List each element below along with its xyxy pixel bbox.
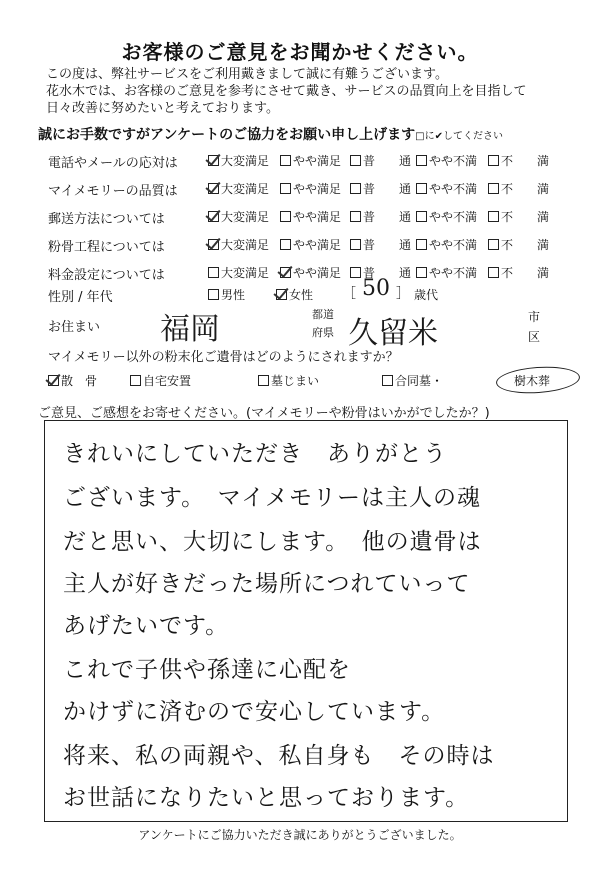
intro-line: 花水木では、お客様のご意見を参考にさせて戴き、サービスの品質向上を目指して: [46, 84, 527, 99]
footer-thanks: アンケートにご協力いただき誠にありがとうございました。: [138, 828, 462, 842]
gender-female-option[interactable]: 女性: [276, 286, 313, 303]
request-text: 誠にお手数ですがアンケートのご協力をお願い申し上げます: [38, 127, 416, 143]
option-dissatisfied[interactable]: 不 満: [488, 236, 549, 253]
comment-line: だと思い、大切にします。 他の遺骨は: [63, 529, 482, 555]
checkbox-checked-icon[interactable]: [208, 155, 219, 166]
city-value[interactable]: 久留米: [348, 316, 438, 351]
survey-request: [38, 124, 503, 144]
survey-title: お客様のご意見をお聞かせください。: [121, 40, 479, 64]
checkbox-icon[interactable]: [416, 183, 427, 194]
address-label: お住まい: [48, 320, 101, 335]
checkbox-icon[interactable]: [280, 211, 291, 222]
option-dissatisfied[interactable]: 不 満: [488, 180, 549, 197]
age-open-bracket: ［: [342, 286, 356, 302]
option-very-satisfied[interactable]: 大変満足: [208, 208, 269, 225]
question-label: 粉骨工程については: [48, 240, 165, 255]
intro-line: この度は、弊社サービスをご利用戴きまして誠に有難うございます。: [46, 67, 448, 82]
comment-line: あげたいです。: [63, 613, 230, 639]
checkbox-icon[interactable]: [350, 155, 361, 166]
checkbox-icon[interactable]: [208, 267, 219, 278]
checkbox-checked-icon[interactable]: [208, 211, 219, 222]
option-very-satisfied[interactable]: 大変満足: [208, 264, 269, 281]
intro-text: [46, 66, 526, 117]
checkbox-checked-icon[interactable]: [276, 289, 287, 300]
question-label: 郵送方法については: [48, 212, 165, 227]
checkbox-icon[interactable]: [280, 155, 291, 166]
checkbox-icon[interactable]: [416, 155, 427, 166]
checkbox-icon[interactable]: [416, 211, 427, 222]
checkbox-icon[interactable]: [350, 183, 361, 194]
comment-line: きれいにしていただき ありがとう: [63, 441, 447, 467]
option-dissatisfied[interactable]: 不 満: [488, 208, 549, 225]
option-somewhat-satisfied[interactable]: やや満足: [280, 180, 341, 197]
option-somewhat-satisfied[interactable]: やや満足: [280, 236, 341, 253]
option-somewhat-dissatisfied[interactable]: やや不満: [416, 208, 477, 225]
remains-choice-grave-closure[interactable]: 墓じまい: [258, 372, 319, 389]
intro-line: 日々改善に努めたいと考えております。: [46, 101, 279, 116]
checkbox-icon[interactable]: [130, 375, 141, 386]
circle-mark: [495, 364, 581, 396]
checkbox-icon[interactable]: [208, 289, 219, 300]
city-suffix-bottom: 区: [528, 330, 541, 344]
checkbox-icon[interactable]: [488, 239, 499, 250]
checkbox-icon[interactable]: [258, 375, 269, 386]
comment-box[interactable]: [44, 420, 568, 822]
option-dissatisfied[interactable]: 不 満: [488, 152, 549, 169]
option-neutral[interactable]: 普 通: [350, 152, 411, 169]
comment-prompt: ご意見、ご感想をお寄せください。(マイメモリーや粉骨はいかがでしたか？): [38, 406, 490, 421]
comment-line: これで子供や孫達に心配を: [63, 657, 351, 683]
option-neutral[interactable]: 普 通: [350, 180, 411, 197]
checkbox-checked-icon[interactable]: [280, 267, 291, 278]
checkbox-checked-icon[interactable]: [48, 375, 59, 386]
checkbox-icon[interactable]: [488, 267, 499, 278]
option-very-satisfied[interactable]: 大変満足: [208, 180, 269, 197]
prefecture-suffix-top: 都道: [312, 308, 334, 321]
checkbox-checked-icon[interactable]: [208, 239, 219, 250]
comment-line: かけずに済むので安心しています。: [63, 699, 446, 725]
prefecture-suffix-bottom: 府県: [312, 326, 334, 339]
gender-male-option[interactable]: 男性: [208, 286, 245, 303]
age-suffix: 歳代: [414, 288, 439, 302]
comment-line: お世話になりたいと思っております。: [63, 785, 470, 811]
checkbox-icon[interactable]: [350, 211, 361, 222]
option-somewhat-dissatisfied[interactable]: やや不満: [416, 236, 477, 253]
checkbox-icon[interactable]: [350, 267, 361, 278]
comment-line: ございます。 マイメモリーは主人の魂: [63, 485, 481, 511]
option-somewhat-dissatisfied[interactable]: やや不満: [416, 180, 477, 197]
option-neutral[interactable]: 普 通: [350, 236, 411, 253]
option-very-satisfied[interactable]: 大変満足: [208, 152, 269, 169]
request-hint: □に✔してください: [415, 131, 503, 142]
gender-age-label: 性別 / 年代: [48, 290, 113, 305]
remains-choice-tree-burial[interactable]: 樹木葬: [514, 374, 551, 388]
checkbox-icon[interactable]: [280, 239, 291, 250]
remains-question: マイメモリー以外の粉末化ご遺骨はどのようにされますか？: [48, 350, 399, 365]
option-neutral[interactable]: 普 通: [350, 264, 411, 281]
comment-line: 主人が好きだった場所につれていって: [63, 571, 471, 597]
option-very-satisfied[interactable]: 大変満足: [208, 236, 269, 253]
prefecture-value[interactable]: 福岡: [160, 312, 220, 347]
checkbox-icon[interactable]: [416, 239, 427, 250]
checkbox-icon[interactable]: [416, 267, 427, 278]
remains-choice-home[interactable]: 自宅安置: [130, 372, 191, 389]
option-somewhat-dissatisfied[interactable]: やや不満: [416, 264, 477, 281]
option-somewhat-dissatisfied[interactable]: やや不満: [416, 152, 477, 169]
checkbox-icon[interactable]: [488, 211, 499, 222]
question-label: 料金設定については: [48, 268, 165, 283]
checkbox-checked-icon[interactable]: [208, 183, 219, 194]
option-somewhat-satisfied[interactable]: やや満足: [280, 152, 341, 169]
age-close-bracket: ］: [396, 286, 410, 302]
checkbox-icon[interactable]: [350, 239, 361, 250]
comment-line: 将来、私の両親や、私自身も その時は: [63, 743, 495, 769]
checkbox-icon[interactable]: [488, 183, 499, 194]
city-suffix-top: 市: [528, 310, 541, 324]
checkbox-icon[interactable]: [382, 375, 393, 386]
option-somewhat-satisfied[interactable]: やや満足: [280, 264, 341, 281]
checkbox-icon[interactable]: [488, 155, 499, 166]
question-label: 電話やメールの応対は: [48, 156, 178, 171]
remains-choice-shared-grave[interactable]: 合同墓・: [382, 372, 443, 389]
remains-choice-scatter[interactable]: 散 骨: [48, 372, 97, 389]
checkbox-icon[interactable]: [280, 183, 291, 194]
option-dissatisfied[interactable]: 不 満: [488, 264, 549, 281]
age-value[interactable]: 50: [362, 276, 390, 301]
question-label: マイメモリーの品質は: [48, 184, 178, 199]
option-somewhat-satisfied[interactable]: やや満足: [280, 208, 341, 225]
option-neutral[interactable]: 普 通: [350, 208, 411, 225]
